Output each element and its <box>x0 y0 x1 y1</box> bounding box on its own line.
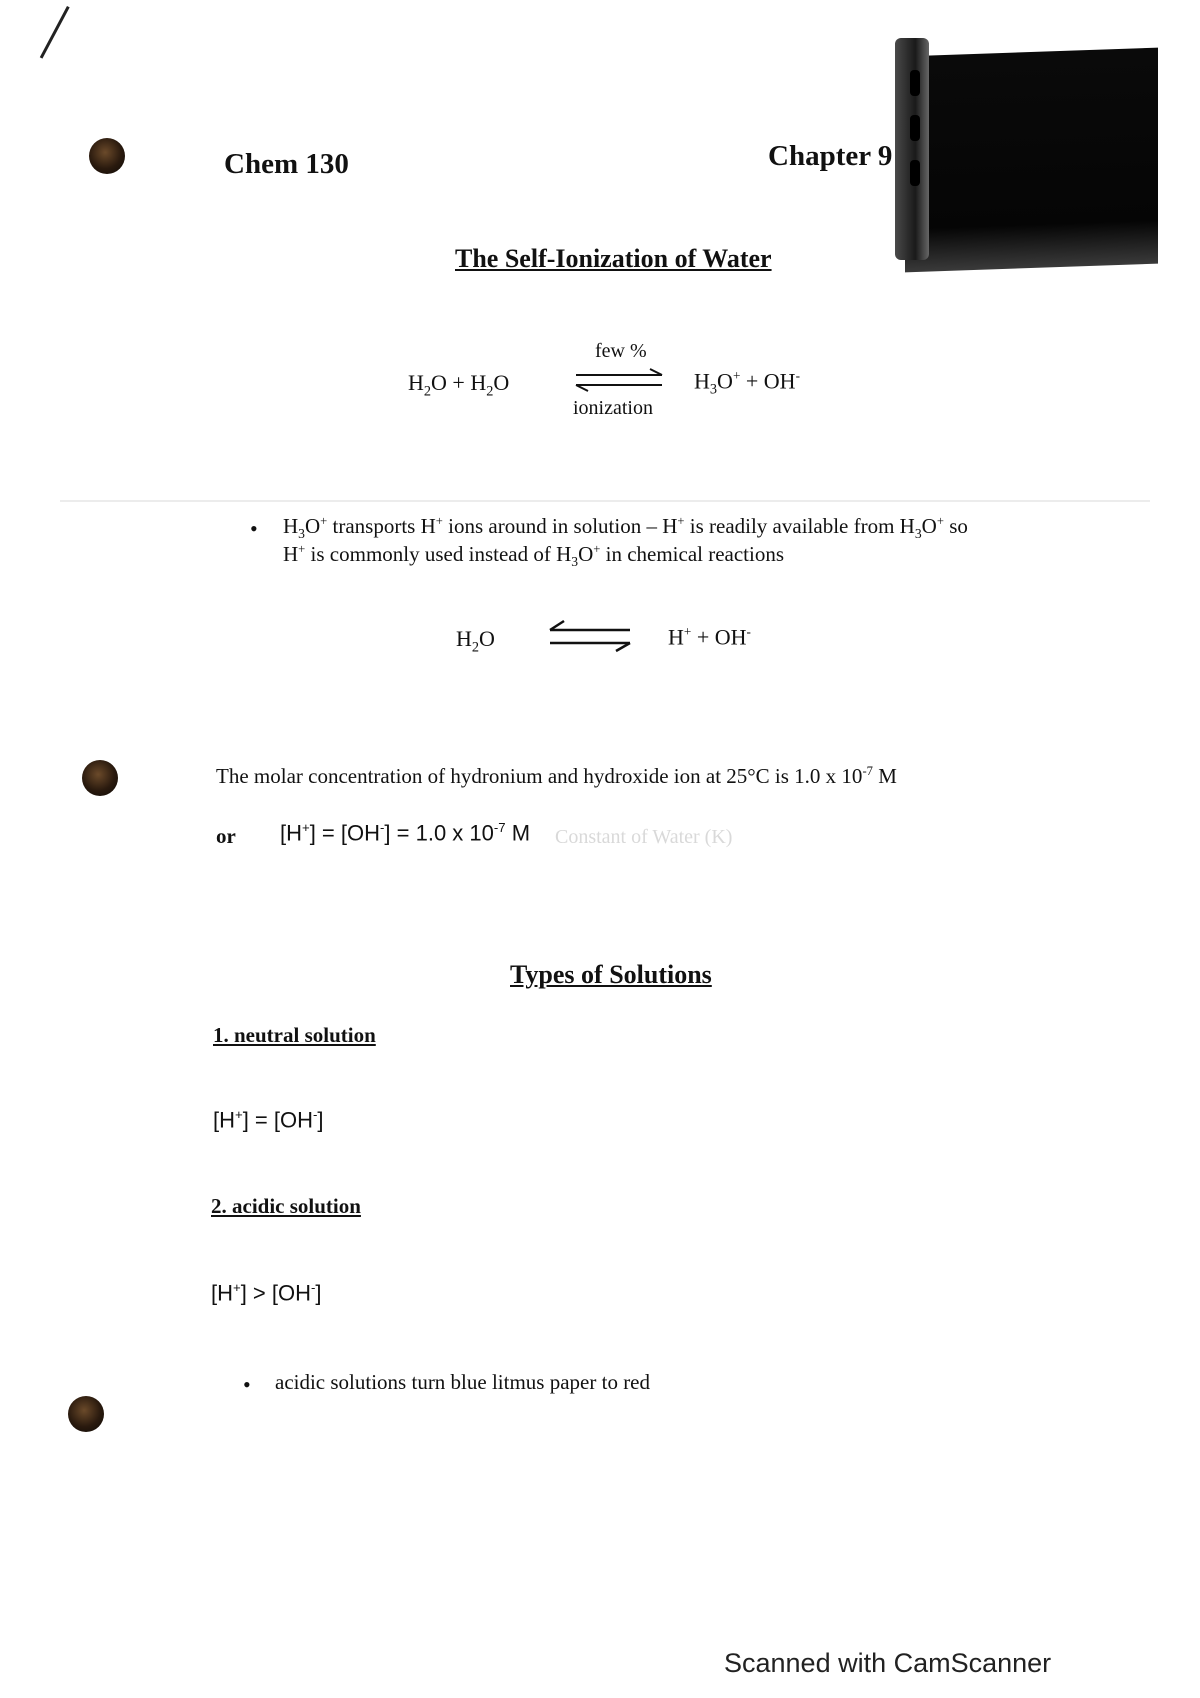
pen-mark <box>40 6 70 59</box>
equation-2-reactant: $H_2O$ <box>456 626 495 656</box>
equation-1-arrow-bottom-label: ionization <box>573 397 653 419</box>
clip-rivet <box>910 115 920 141</box>
molar-concentration-sentence: The molar concentration of hydronium and hydroxide ion at 25°C is 1.0 x $10^{-7}$ M <box>216 764 897 788</box>
bullet-h3o-transport-line2: H+ is commonly used instead of $H_3O^+$ in chemical reactions <box>283 542 785 570</box>
binder-hole-bottom <box>68 1396 104 1432</box>
equilibrium-arrow-icon <box>574 368 666 392</box>
subsection-acidic-solution: 2. acidic solution <box>211 1194 361 1218</box>
binder-hole-middle <box>82 760 118 796</box>
chapter-title: Chapter 9 <box>768 140 893 172</box>
clip-rivet <box>910 70 920 96</box>
acidic-litmus-bullet: acidic solutions turn blue litmus paper to red <box>275 1370 651 1394</box>
bullet-dot: • <box>250 516 258 541</box>
equation-1-arrow-top-label: few % <box>595 340 647 362</box>
acidic-equation: [H+] > [OH-] <box>211 1280 322 1306</box>
clip-rivet <box>910 160 920 186</box>
section-title-types-of-solutions: Types of Solutions <box>510 960 712 989</box>
subsection-neutral-solution: 1. neutral solution <box>213 1023 376 1047</box>
bleed-through-text: Constant of Water (K) <box>555 826 733 848</box>
concentration-equation: [H+] = [OH-] = 1.0 x $10^{-7}$ M <box>280 820 531 846</box>
neutral-equation: [H+] = [OH-] <box>213 1107 324 1133</box>
binder-clip <box>905 48 1158 273</box>
bullet-dot: • <box>243 1372 251 1397</box>
or-label: or <box>216 824 236 848</box>
section-title-self-ionization: The Self-Ionization of Water <box>455 244 772 273</box>
camscanner-watermark: Scanned with CamScanner <box>724 1648 1052 1678</box>
equilibrium-arrow-icon <box>546 618 634 654</box>
bullet-h3o-transport-line1: $H_3O^+$ transports H+ ions around in solution – H+ is readily available from $H_3O^+$ so <box>283 514 968 542</box>
equation-2-products: H+ + OH- <box>668 624 751 650</box>
equation-1-products: $H_3O^+ + OH^-$ <box>694 368 800 398</box>
equation-1-reactants: $H_2O + H_2O$ <box>408 370 510 400</box>
binder-hole-top <box>89 138 125 174</box>
bleed-line <box>60 500 1150 502</box>
course-title: Chem 130 <box>224 148 349 180</box>
